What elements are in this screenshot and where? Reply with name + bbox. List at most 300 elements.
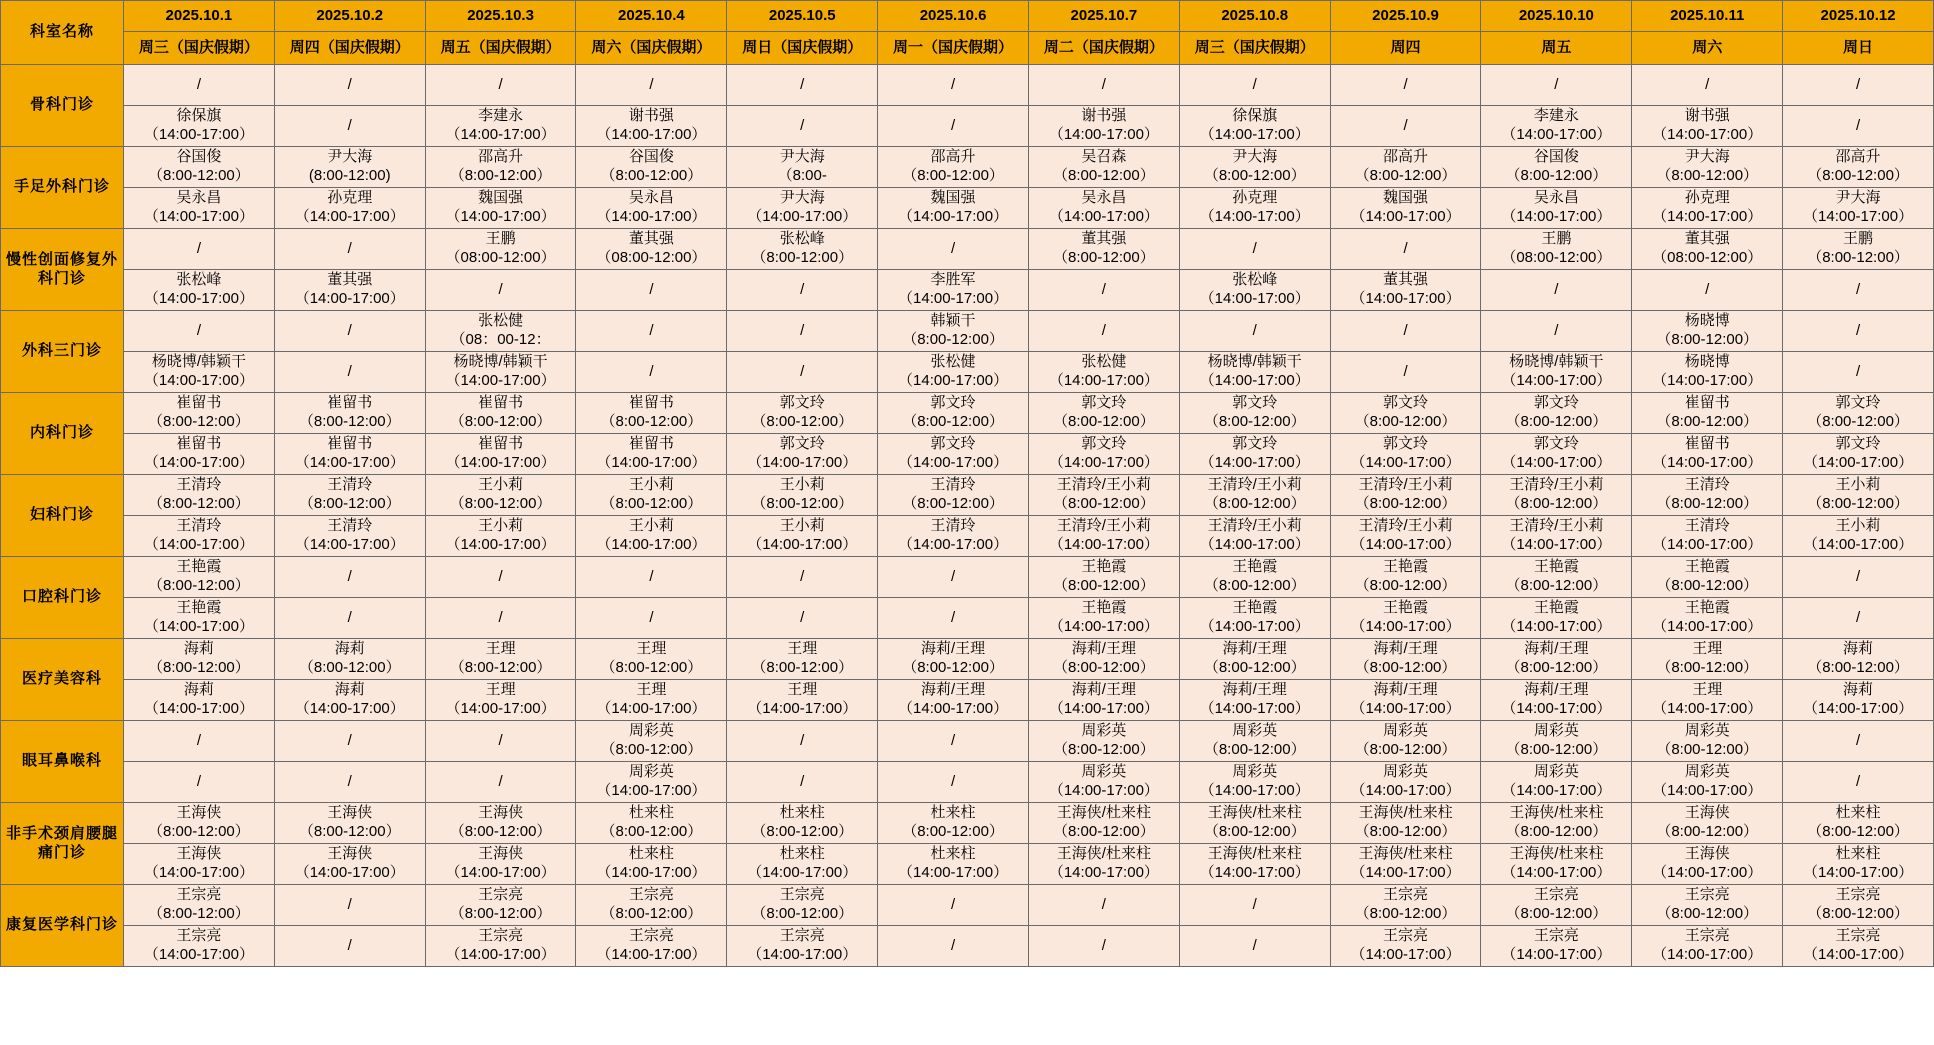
shift-time: （8:00-12:00） [148, 577, 250, 594]
doctor-name: / [1855, 280, 1861, 298]
doctor-name: / [347, 608, 352, 626]
shift-time: （14:00-17:00） [747, 536, 858, 553]
doctor-name: 王艳霞 [1383, 599, 1429, 617]
shift-time: （8:00-12:00） [1203, 741, 1306, 758]
shift-time: （8:00-12:00） [1354, 495, 1457, 512]
schedule-cell [1783, 639, 1934, 680]
doctor-name: 王小莉 [779, 517, 825, 535]
shift-time: （8:00-12:00） [449, 413, 552, 430]
schedule-cell [1481, 475, 1632, 516]
shift-time: （14:00-17:00） [1652, 618, 1763, 635]
shift-time: （14:00-17:00） [445, 208, 556, 225]
doctor-name: / [800, 772, 805, 790]
shift-time: （14:00-17:00） [596, 126, 707, 143]
doctor-name: 王宗亮 [628, 886, 674, 904]
shift-time: （8:00-12:00） [1354, 577, 1457, 594]
department-name-label: 眼耳鼻喉科 [21, 752, 102, 770]
doctor-name: 郭文玲 [1081, 394, 1127, 412]
doctor-name: 王艳霞 [1383, 558, 1429, 576]
schedule-cell [1330, 311, 1481, 352]
shift-time: （8:00-12:00） [1656, 905, 1759, 922]
schedule-cell [1783, 803, 1934, 844]
schedule-cell [425, 393, 576, 434]
shift-time: （14:00-17:00） [1350, 290, 1461, 307]
table-row [1, 885, 1934, 926]
shift-time: （14:00-17:00） [1501, 700, 1612, 717]
schedule-cell [1330, 926, 1481, 967]
table-row [1, 557, 1934, 598]
schedule-cell [727, 434, 878, 475]
doctor-name: / [1403, 116, 1408, 134]
shift-time: （8:00-12:00） [1656, 659, 1759, 676]
doctor-name: / [347, 895, 352, 913]
doctor-name: 郭文玲 [779, 435, 825, 453]
shift-time: （8:00-12:00） [148, 905, 250, 922]
department-name-cell [1, 885, 124, 967]
doctor-name: 杨晓博/韩颖干 [151, 353, 246, 371]
table-row [1, 393, 1934, 434]
schedule-cell [878, 475, 1029, 516]
schedule-cell [1179, 147, 1330, 188]
schedule-cell [878, 147, 1029, 188]
doctor-name: / [1252, 75, 1257, 93]
schedule-cell [1179, 926, 1330, 967]
schedule-cell [727, 762, 878, 803]
doctor-name: 杨晓博/韩颖干 [453, 353, 548, 371]
doctor-name: / [649, 567, 654, 585]
schedule-cell [1783, 270, 1934, 311]
doctor-name: 邵高升 [1383, 148, 1429, 166]
shift-time: （14:00-17:00） [1652, 782, 1763, 799]
schedule-cell [1632, 311, 1783, 352]
shift-time: （14:00-17:00） [1350, 782, 1461, 799]
schedule-cell [1632, 106, 1783, 147]
schedule-cell [576, 475, 727, 516]
schedule-cell [1028, 598, 1179, 639]
table-row [1, 721, 1934, 762]
schedule-cell [1028, 229, 1179, 270]
doctor-name: 邵高升 [1835, 148, 1881, 166]
table-row [1, 598, 1934, 639]
schedule-cell [1179, 311, 1330, 352]
doctor-name: / [649, 321, 654, 339]
schedule-cell [124, 352, 275, 393]
shift-time: （8:00-12:00） [902, 495, 1004, 512]
shift-time: （14:00-17:00） [747, 700, 858, 717]
shift-time: （14:00-17:00） [1199, 782, 1310, 799]
department-name-label: 口腔科门诊 [21, 588, 102, 606]
doctor-name: 王宗亮 [1684, 886, 1730, 904]
doctor-name: 周彩英 [1533, 722, 1579, 740]
shift-time: （14:00-17:00） [1501, 208, 1612, 225]
doctor-name: / [1403, 239, 1408, 257]
doctor-name: 王清玲/王小莉 [1509, 517, 1604, 535]
schedule-cell [425, 557, 576, 598]
schedule-cell [1481, 516, 1632, 557]
schedule-cell [878, 598, 1029, 639]
table-row [1, 229, 1934, 270]
doctor-name: / [800, 731, 805, 749]
shift-time: （8:00-12:00） [1656, 413, 1759, 430]
shift-time: （8:00-12:00） [1203, 659, 1306, 676]
doctor-name: 海莉 [183, 681, 214, 699]
schedule-cell [576, 352, 727, 393]
shift-time: （8:00-12:00） [298, 495, 401, 512]
table-row [1, 147, 1934, 188]
doctor-name: 杨晓博/韩颖干 [1207, 353, 1302, 371]
shift-time: （14:00-17:00） [1652, 454, 1763, 471]
schedule-cell [1330, 475, 1481, 516]
doctor-name: / [347, 362, 352, 380]
doctor-name: 海莉 [334, 640, 365, 658]
schedule-cell [1330, 557, 1481, 598]
doctor-name: 张松健 [930, 353, 976, 371]
shift-time: （8:00-12:00） [1807, 167, 1909, 184]
doctor-name: 杨晓博 [1684, 353, 1730, 371]
shift-time: （14:00-17:00） [1501, 782, 1612, 799]
shift-time: （14:00-17:00） [143, 126, 254, 143]
doctor-name: 谢书强 [1081, 107, 1127, 125]
doctor-name: 孙克理 [327, 189, 373, 207]
doctor-name: / [1101, 895, 1106, 913]
schedule-cell [124, 639, 275, 680]
doctor-name: 王海侠/杜来柱 [1509, 845, 1604, 863]
schedule-cell [124, 557, 275, 598]
doctor-name: 崔留书 [1684, 394, 1730, 412]
doctor-name: 崔留书 [327, 435, 373, 453]
doctor-name: 王清玲/王小莉 [1056, 517, 1151, 535]
doctor-name: 孙克理 [1232, 189, 1278, 207]
header-date-8: 2025.10.8 [1179, 1, 1330, 32]
schedule-cell [1783, 926, 1934, 967]
schedule-cell [576, 557, 727, 598]
schedule-cell [1330, 188, 1481, 229]
schedule-cell [274, 721, 425, 762]
doctor-name: / [347, 772, 352, 790]
doctor-name: / [347, 321, 352, 339]
shift-time: （14:00-17:00） [596, 864, 707, 881]
doctor-name: / [950, 239, 956, 257]
schedule-cell [274, 885, 425, 926]
schedule-cell [1028, 106, 1179, 147]
schedule-cell [1783, 475, 1934, 516]
doctor-name: 王清玲 [327, 476, 373, 494]
shift-time: （14:00-17:00） [1652, 208, 1763, 225]
shift-time: （8:00-12:00） [449, 905, 552, 922]
schedule-cell [1481, 844, 1632, 885]
doctor-name: 邵高升 [478, 148, 524, 166]
doctor-name: / [1554, 280, 1559, 298]
shift-time: （08:00-12:00） [596, 249, 707, 266]
schedule-cell [727, 844, 878, 885]
schedule-cell [1632, 188, 1783, 229]
shift-time: （14:00-17:00） [1350, 536, 1461, 553]
shift-time: （8:00-12:00） [1656, 495, 1759, 512]
doctor-name: 王艳霞 [176, 599, 222, 617]
doctor-name: / [1403, 75, 1408, 93]
schedule-cell [1783, 885, 1934, 926]
doctor-name: 海莉/王理 [1524, 640, 1589, 658]
schedule-cell [576, 147, 727, 188]
table-row [1, 106, 1934, 147]
schedule-cell [1028, 926, 1179, 967]
doctor-name: 王清玲 [1684, 517, 1730, 535]
shift-time: （8:00-12:00） [1354, 741, 1457, 758]
doctor-name: 海莉 [183, 640, 214, 658]
schedule-cell [124, 680, 275, 721]
schedule-cell [1330, 844, 1481, 885]
schedule-cell [425, 721, 576, 762]
shift-time: （14:00-17:00） [596, 946, 707, 963]
schedule-cell [425, 475, 576, 516]
shift-time: （8:00-12:00） [751, 413, 854, 430]
schedule-cell [274, 557, 425, 598]
doctor-name: 王清玲 [327, 517, 373, 535]
department-name-label: 骨科门诊 [29, 96, 94, 114]
doctor-name: / [950, 772, 956, 790]
doctor-name: 郭文玲 [1533, 394, 1579, 412]
doctor-name: 王海侠 [478, 804, 524, 822]
schedule-cell [425, 885, 576, 926]
schedule-cell [274, 639, 425, 680]
schedule-cell [1330, 352, 1481, 393]
header-weekday-9: 周四 [1330, 32, 1481, 65]
shift-time: （14:00-17:00） [294, 864, 405, 881]
corner-header-department: 科室名称 [1, 1, 124, 65]
doctor-name: 周彩英 [1383, 722, 1429, 740]
schedule-cell [1632, 598, 1783, 639]
schedule-cell [878, 721, 1029, 762]
doctor-name: / [1705, 75, 1710, 93]
schedule-cell [1028, 639, 1179, 680]
doctor-name: / [950, 936, 956, 954]
shift-time: （8:00-12:00） [1203, 495, 1306, 512]
schedule-cell [878, 803, 1029, 844]
schedule-cell [1783, 188, 1934, 229]
table-body [1, 65, 1934, 967]
shift-time: （14:00-17:00） [1350, 946, 1461, 963]
doctor-name: / [800, 362, 805, 380]
schedule-cell [274, 147, 425, 188]
doctor-name: 周彩英 [628, 763, 674, 781]
doctor-name: 王小莉 [628, 476, 674, 494]
shift-time: （14:00-17:00） [1199, 536, 1310, 553]
doctor-name: 杜来柱 [628, 804, 674, 822]
header-weekday-6: 周一（国庆假期） [878, 32, 1029, 65]
doctor-name: 王海侠 [1684, 804, 1730, 822]
doctor-name: / [1252, 895, 1257, 913]
header-date-10: 2025.10.10 [1481, 1, 1632, 32]
schedule-cell [1481, 229, 1632, 270]
doctor-name: 王理 [636, 640, 667, 658]
table-row [1, 639, 1934, 680]
shift-time: （8:00-12:00） [600, 823, 703, 840]
schedule-cell [1783, 557, 1934, 598]
schedule-cell [727, 639, 878, 680]
doctor-name: 崔留书 [327, 394, 373, 412]
doctor-name: / [800, 608, 805, 626]
schedule-cell [425, 65, 576, 106]
header-weekday-8: 周三（国庆假期） [1179, 32, 1330, 65]
doctor-name: / [800, 321, 805, 339]
schedule-cell [727, 270, 878, 311]
doctor-name: / [1403, 362, 1408, 380]
schedule-cell [1179, 352, 1330, 393]
shift-time: （14:00-17:00） [294, 454, 405, 471]
doctor-name: 王宗亮 [478, 927, 524, 945]
shift-time: （14:00-17:00） [1652, 536, 1763, 553]
doctor-name: 周彩英 [1081, 722, 1127, 740]
schedule-cell [425, 926, 576, 967]
doctor-name: 王艳霞 [1684, 599, 1730, 617]
shift-time: （14:00-17:00） [294, 290, 405, 307]
doctor-name: 王海侠 [1684, 845, 1730, 863]
schedule-cell [1632, 352, 1783, 393]
schedule-cell [576, 926, 727, 967]
schedule-cell [576, 721, 727, 762]
doctor-name: 杜来柱 [628, 845, 674, 863]
shift-time: （14:00-17:00） [143, 290, 254, 307]
department-name-cell [1, 65, 124, 147]
doctor-name: 董其强 [327, 271, 373, 289]
doctor-name: / [1403, 321, 1408, 339]
schedule-cell [1632, 557, 1783, 598]
schedule-cell [878, 188, 1029, 229]
schedule-cell [124, 270, 275, 311]
doctor-name: 魏国强 [1383, 189, 1429, 207]
doctor-name: 海莉 [1843, 640, 1874, 658]
doctor-name: 崔留书 [176, 435, 222, 453]
doctor-name: / [498, 731, 503, 749]
schedule-cell [1179, 270, 1330, 311]
doctor-name: 周彩英 [1684, 763, 1730, 781]
schedule-cell [727, 680, 878, 721]
schedule-cell [576, 65, 727, 106]
shift-time: （8:00-12:00） [148, 167, 250, 184]
doctor-name: 王宗亮 [1533, 927, 1579, 945]
shift-time: （8:00-12:00） [600, 741, 703, 758]
department-name-cell [1, 147, 124, 229]
doctor-name: 崔留书 [478, 394, 524, 412]
schedule-cell [1481, 311, 1632, 352]
shift-time: （8:00-12:00） [600, 495, 703, 512]
doctor-name: / [950, 608, 956, 626]
shift-time: （8:00-12:00） [1053, 413, 1155, 430]
doctor-name: / [950, 116, 956, 134]
shift-time: （8:00-12:00） [1354, 905, 1457, 922]
doctor-name: / [800, 116, 805, 134]
schedule-cell [124, 762, 275, 803]
schedule-cell [1179, 844, 1330, 885]
shift-time: （8:00-12:00） [1505, 413, 1608, 430]
table-row [1, 762, 1934, 803]
doctor-name: 李建永 [1533, 107, 1579, 125]
doctor-name: 尹大海 [779, 148, 825, 166]
shift-time: （8:00-12:00） [1203, 577, 1306, 594]
header-date-5: 2025.10.5 [727, 1, 878, 32]
shift-time: （08:00-12:00） [1501, 249, 1612, 266]
doctor-name: 邵高升 [930, 148, 976, 166]
doctor-name: 李建永 [478, 107, 524, 125]
doctor-name: 崔留书 [628, 394, 674, 412]
shift-time: （14:00-17:00） [1048, 782, 1159, 799]
department-name-label: 慢性创面修复外科门诊 [5, 250, 118, 287]
doctor-name: 王清玲 [930, 517, 976, 535]
shift-time: （8:00-12:00） [298, 659, 401, 676]
header-weekday-12: 周日 [1783, 32, 1934, 65]
schedule-cell [124, 106, 275, 147]
shift-time: （8:00-12:00） [1505, 659, 1608, 676]
shift-time: （14:00-17:00） [1501, 126, 1612, 143]
shift-time: （14:00-17:00） [143, 208, 254, 225]
doctor-name: 董其强 [1081, 230, 1127, 248]
doctor-name: 王宗亮 [176, 927, 222, 945]
schedule-cell [425, 803, 576, 844]
header-weekday-2: 周四（国庆假期） [274, 32, 425, 65]
doctor-name: 王宗亮 [1533, 886, 1579, 904]
schedule-cell [1028, 393, 1179, 434]
doctor-name: / [1855, 362, 1861, 380]
shift-time: （14:00-17:00） [445, 372, 556, 389]
doctor-name: / [649, 362, 654, 380]
shift-time: （14:00-17:00） [1350, 864, 1461, 881]
schedule-cell [878, 926, 1029, 967]
schedule-cell [274, 270, 425, 311]
doctor-name: 王理 [787, 681, 818, 699]
shift-time: （8:00-12:00） [1656, 823, 1759, 840]
doctor-name: 海莉 [334, 681, 365, 699]
shift-time: （8:00-12:00） [600, 167, 703, 184]
schedule-cell [1179, 475, 1330, 516]
shift-time: （8:00-12:00） [902, 331, 1004, 348]
shift-time: （14:00-17:00） [1048, 536, 1159, 553]
doctor-name: / [800, 75, 805, 93]
schedule-cell [878, 885, 1029, 926]
doctor-name: / [649, 608, 654, 626]
doctor-name: 王艳霞 [1081, 558, 1127, 576]
schedule-cell [878, 106, 1029, 147]
shift-time: （8:00-12:00） [1053, 167, 1155, 184]
shift-time: （8:00-12:00） [1656, 577, 1759, 594]
doctor-name: 海莉/王理 [1373, 681, 1438, 699]
doctor-name: / [1855, 567, 1861, 585]
doctor-name: 王海侠/杜来柱 [1207, 804, 1302, 822]
doctor-name: 董其强 [1684, 230, 1730, 248]
shift-time: （14:00-17:00） [143, 536, 254, 553]
shift-time: （8:00-12:00） [1656, 741, 1759, 758]
schedule-cell [1028, 147, 1179, 188]
schedule-cell [1481, 188, 1632, 229]
header-date-11: 2025.10.11 [1632, 1, 1783, 32]
schedule-cell [1632, 721, 1783, 762]
shift-time: （14:00-17:00） [1501, 536, 1612, 553]
shift-time: （8:00-12:00） [449, 659, 552, 676]
doctor-name: 张松峰 [1232, 271, 1278, 289]
schedule-cell [1330, 229, 1481, 270]
schedule-cell [274, 434, 425, 475]
doctor-name: 王清玲/王小莉 [1056, 476, 1151, 494]
schedule-cell [1330, 803, 1481, 844]
doctor-name: 王宗亮 [1383, 927, 1429, 945]
doctor-name: 周彩英 [1232, 722, 1278, 740]
shift-time: （14:00-17:00） [1199, 454, 1310, 471]
schedule-cell [274, 475, 425, 516]
shift-time: （14:00-17:00） [143, 946, 254, 963]
schedule-cell [1783, 106, 1934, 147]
schedule-cell [1632, 434, 1783, 475]
doctor-name: 魏国强 [478, 189, 524, 207]
doctor-name: 孙克理 [1684, 189, 1730, 207]
